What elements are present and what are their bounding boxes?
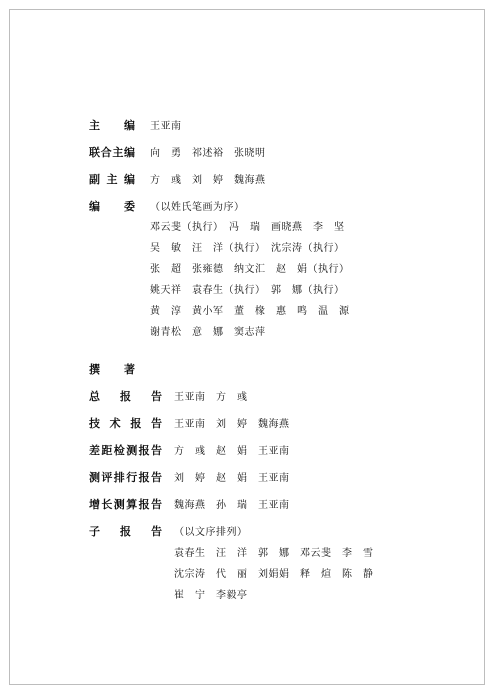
committee-line: 邓云斐（执行） 冯 瑞 画晓燕 李 坚 — [150, 222, 345, 233]
sub-report-line: 崔 宁 李毅亭 — [174, 590, 248, 601]
sub-report-line: 沈宗涛 代 丽 刘娟娟 释 煊 陈 静 — [174, 569, 374, 580]
deputy-chief-editor-label: 副 主 编 — [89, 173, 135, 186]
committee-line: 姚天祥 袁春生（执行） 郭 娜（执行） — [150, 285, 345, 296]
committee-line: 谢青松 意 娜 窦志萍 — [150, 327, 266, 338]
committee-note: （以姓氏笔画为序） — [150, 202, 245, 213]
committee-line: 黄 淳 黄小军 董 椽 惠 鸣 温 源 — [150, 306, 350, 317]
technical-report-value: 王亚南 刘 婷 魏海燕 — [174, 419, 290, 430]
ranking-report-value: 刘 婷 赵 娟 王亚南 — [174, 473, 290, 484]
technical-report-label: 技术报告 — [89, 417, 162, 430]
joint-chief-editor-row — [89, 144, 266, 160]
technical-report-row — [89, 415, 290, 431]
general-report-label: 总 报 告 — [89, 390, 162, 403]
sub-report-label: 子 报 告 — [89, 525, 162, 538]
chief-editor-row — [89, 117, 182, 133]
deputy-chief-editor-row — [89, 171, 266, 187]
deputy-chief-editor-value: 方 彧 刘 婷 魏海燕 — [150, 175, 266, 186]
gap-report-value: 方 彧 赵 娟 王亚南 — [174, 446, 290, 457]
joint-chief-editor-value: 向 勇 祁述裕 张晓明 — [150, 148, 266, 159]
committee-label: 编 委 — [89, 200, 135, 213]
joint-chief-editor-label: 联合主编 — [89, 146, 135, 159]
authors-title: 撰 著 — [89, 363, 135, 376]
sub-report-row — [89, 523, 248, 539]
sub-report-line: 袁春生 汪 洋 郭 娜 邓云斐 李 雪 — [174, 548, 374, 559]
sub-report-note: （以文序排列） — [174, 527, 248, 538]
committee-line: 吴 敏 汪 洋（执行） 沈宗涛（执行） — [150, 243, 345, 254]
growth-report-label: 增长测算报告 — [89, 498, 162, 511]
gap-report-row — [89, 442, 290, 458]
general-report-row — [89, 388, 248, 404]
ranking-report-row — [89, 469, 290, 485]
committee-row — [89, 198, 245, 214]
general-report-value: 王亚南 方 彧 — [174, 392, 248, 403]
growth-report-value: 魏海燕 孙 瑞 王亚南 — [174, 500, 290, 511]
ranking-report-label: 测评排行报告 — [89, 471, 162, 484]
page — [9, 9, 485, 685]
committee-line: 张 超 张雍德 纳文汇 赵 娟（执行） — [150, 264, 350, 275]
growth-report-row — [89, 496, 290, 512]
gap-report-label: 差距检测报告 — [89, 444, 162, 457]
authors-title-row — [89, 361, 135, 377]
chief-editor-value: 王亚南 — [150, 121, 182, 132]
chief-editor-label: 主 编 — [89, 119, 135, 132]
